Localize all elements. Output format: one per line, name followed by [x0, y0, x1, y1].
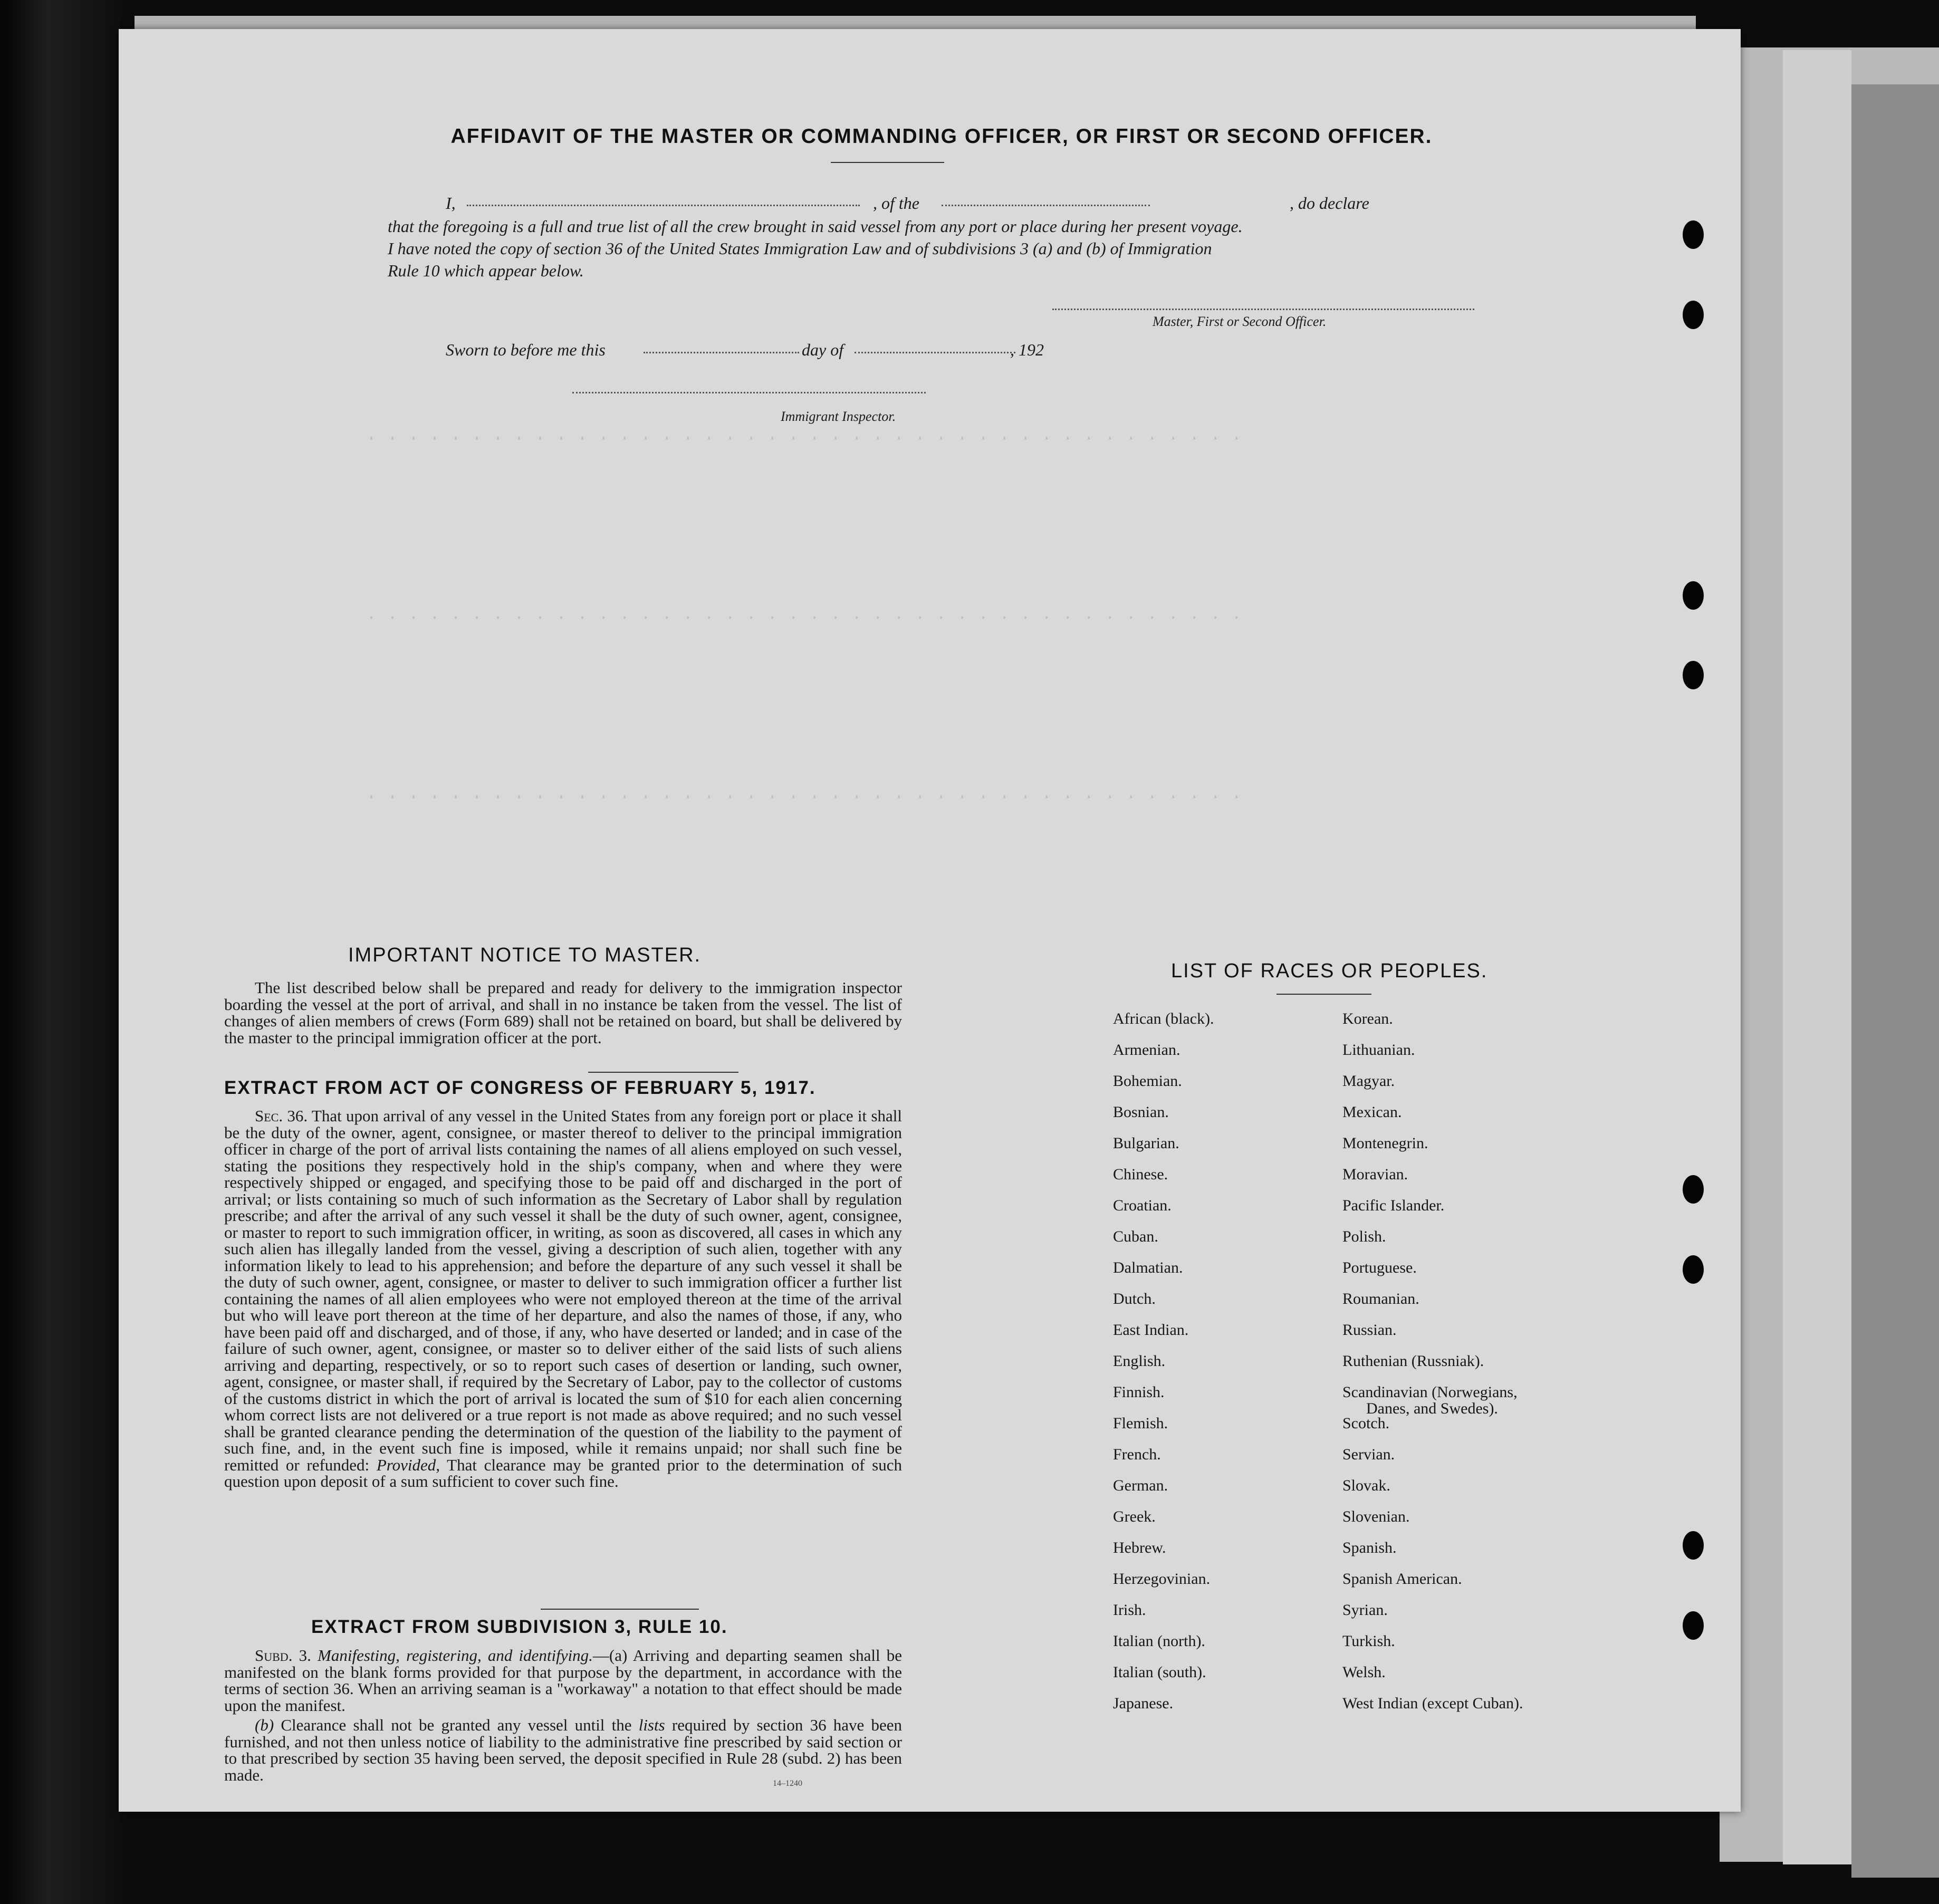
race-item: Magyar. [1342, 1072, 1395, 1090]
inspector-label: Immigrant Inspector. [781, 409, 896, 424]
notice-text: The list described below shall be prepared and ready for delivery to the immigration inspector boarding the vessel at the port of arrival, and shall in no instance be taken from the vessel. The list of changes of alien members of crews (Form 689) shall not be retained on board, but shall be delivered by the master to the principal immigration officer at the port. [224, 978, 902, 1047]
race-item: Irish. [1113, 1601, 1146, 1619]
punch-hole [1683, 581, 1704, 610]
act-text [224, 1108, 902, 1490]
name-blank [467, 205, 860, 206]
para-b-text-2: required by section 36 have been furnished, and not then unless notice of liability to the administrative fine prescribed by said section or to that prescribed by section 35 having been served, the deposit specified in Rule 28 (subd. 2) has been made. [224, 1716, 903, 1784]
races-divider [1276, 994, 1371, 995]
act-heading: EXTRACT FROM ACT OF CONGRESS OF FEBRUARY 5, 1917. [224, 1078, 816, 1098]
affidavit-line-2: that the foregoing is a full and true list of all the crew brought in said vessel from any port or place during her present voyage. [388, 217, 1243, 236]
race-item: Greek. [1113, 1508, 1156, 1525]
race-item: Danes, and Swedes). [1366, 1400, 1498, 1417]
punch-hole [1683, 220, 1704, 249]
race-item: Scandinavian (Norwegians, [1342, 1383, 1518, 1401]
race-item: West Indian (except Cuban). [1342, 1695, 1523, 1712]
race-item: German. [1113, 1477, 1168, 1494]
underlying-page-strip [1783, 50, 1851, 1864]
race-item: Turkish. [1342, 1632, 1395, 1650]
section-body-end: That clearance may be granted prior to the determination of such question upon deposit of a sum sufficient to cover such fine. [224, 1455, 902, 1490]
title-divider [831, 162, 944, 163]
sworn-year: , 192 [1010, 340, 1044, 359]
bleed-through-text: · · · · · · · · · · · · · · · · · · · · · · · · · · · · · · · · · · · · · · · · · · [367, 788, 1243, 806]
signature-line [1052, 309, 1474, 310]
provided-term: Provided, [376, 1455, 440, 1474]
vessel-blank [942, 205, 1150, 206]
race-item: Welsh. [1342, 1663, 1386, 1681]
race-item: Ruthenian (Russniak). [1342, 1352, 1484, 1370]
race-item: Cuban. [1113, 1228, 1158, 1245]
para-b-text-1: Clearance shall not be granted any vessel until the [281, 1716, 632, 1734]
rule-para-a [224, 1647, 902, 1714]
affidavit-i: I, [446, 194, 456, 213]
bleed-through-text: · · · · · · · · · · · · · · · · · · · · · · · · · · · · · · · · · · · · · · · · · · [367, 430, 1243, 448]
race-item: Slovak. [1342, 1477, 1390, 1494]
para-b-marker: (b) [255, 1716, 274, 1734]
race-item: Slovenian. [1342, 1508, 1410, 1525]
notice-divider [588, 1072, 738, 1073]
race-item: Roumanian. [1342, 1290, 1419, 1307]
section-label: Sec. 36. [255, 1107, 308, 1125]
race-item: Herzegovinian. [1113, 1570, 1211, 1588]
race-item: Japanese. [1113, 1695, 1174, 1712]
affidavit-line-3: I have noted the copy of section 36 of the United States Immigration Law and of subdivisions 3 (a) and (b) of Immigration [388, 239, 1212, 258]
race-item: Flemish. [1113, 1415, 1168, 1432]
race-item: French. [1113, 1446, 1161, 1463]
race-item: East Indian. [1113, 1321, 1189, 1339]
race-item: Bulgarian. [1113, 1134, 1179, 1152]
race-item: Korean. [1342, 1010, 1393, 1027]
race-item: Scotch. [1342, 1415, 1390, 1432]
punch-hole [1683, 1255, 1704, 1284]
race-item: Spanish. [1342, 1539, 1397, 1556]
bleed-through-text: · · · · · · · · · · · · · · · · · · · · · · · · · · · · · · · · · · · · · · · · · · [367, 609, 1243, 627]
race-item: Italian (south). [1113, 1663, 1206, 1681]
race-item: Chinese. [1113, 1166, 1168, 1183]
rule-heading: EXTRACT FROM SUBDIVISION 3, RULE 10. [311, 1617, 728, 1637]
form-number: 14–1240 [773, 1779, 802, 1788]
race-item: Polish. [1342, 1228, 1386, 1245]
binder-edge [0, 0, 121, 1904]
subd-title: Manifesting, registering, and identifying. [318, 1646, 593, 1665]
race-item: Montenegrin. [1342, 1134, 1428, 1152]
race-item: Dutch. [1113, 1290, 1156, 1307]
notice-heading: IMPORTANT NOTICE TO MASTER. [348, 944, 702, 966]
race-item: Syrian. [1342, 1601, 1388, 1619]
signature-label: Master, First or Second Officer. [1153, 314, 1327, 329]
punch-hole [1683, 1611, 1704, 1640]
sworn-month-blank [855, 352, 1015, 353]
sworn-day-blank [644, 352, 799, 353]
para-a-text: Arriving and departing seamen shall be manifested on the blank forms provided for that purpose by the department, in accordance with the terms of section 36. When an arriving seaman is a "workaway" a notation to that effect should be made upon the manifest. [224, 1646, 902, 1715]
race-item: Italian (north). [1113, 1632, 1205, 1650]
underlying-page-edge [1851, 84, 1939, 1878]
race-item: Hebrew. [1113, 1539, 1166, 1556]
rule-para-b [224, 1717, 902, 1783]
race-item: Bohemian. [1113, 1072, 1182, 1090]
race-item: Lithuanian. [1342, 1041, 1415, 1059]
inspector-line [572, 392, 926, 393]
affidavit-of-the: , of the [873, 194, 919, 213]
para-b-lists: lists [638, 1716, 665, 1734]
sworn-prefix: Sworn to before me this [446, 340, 606, 359]
affidavit-title: AFFIDAVIT OF THE MASTER OR COMMANDING OFFICER, OR FIRST OR SECOND OFFICER. [450, 125, 1433, 148]
act-divider [541, 1609, 699, 1610]
race-item: Armenian. [1113, 1041, 1180, 1059]
race-item: Servian. [1342, 1446, 1395, 1463]
race-item: Russian. [1342, 1321, 1397, 1339]
race-item: Dalmatian. [1113, 1259, 1183, 1276]
punch-hole [1683, 661, 1704, 689]
race-item: Spanish American. [1342, 1570, 1462, 1588]
race-item: Bosnian. [1113, 1103, 1169, 1121]
races-heading: LIST OF RACES OR PEOPLES. [1171, 960, 1488, 982]
para-a-marker: —(a) [592, 1646, 628, 1665]
race-item: Croatian. [1113, 1197, 1172, 1214]
document-page [119, 29, 1741, 1812]
sworn-day-of: day of [802, 340, 844, 359]
punch-hole [1683, 301, 1704, 329]
race-item: Pacific Islander. [1342, 1197, 1445, 1214]
race-item: Finnish. [1113, 1383, 1165, 1401]
affidavit-do-declare: , do declare [1290, 194, 1369, 213]
section-body: That upon arrival of any vessel in the United States from any foreign port or place it shall be the duty of the owner, agent, consignee, or master thereof to deliver to the principal immigration officer in charge of the port of arrival lists containing the names of all aliens employed on such vessel, stating the positions they respectively hold in the ship's company, when and where they were respectively shipped or engaged, and specifying those to be paid off and discharged in the port of arrival; or lists containing so much of such information as the Secretary of Labor shall by regulation prescribe; and after the arrival of any such vessel it shall be the duty of such owner, agent, consignee, or master to report to such immigration officer, in writing, as soon as discovered, all cases in which any such alien has illegally landed from the vessel, giving a description of such alien, together with any information likely to lead to his apprehension; and before the departure of any such vessel it shall be the duty of such owner, agent, consignee, or master to deliver to such immigration officer a further list containing the names of all alien employees who were not employed thereon at the time of the arrival but who will leave port thereon at the time of her departure, and also the names of those, if any, who have been paid off and discharged, and of those, if any, who have deserted or landed; and in case of the failure of such owner, agent, consignee, or master so to deliver either of the said lists of such aliens arriving and departing, respectively, or so to report such cases of desertion or landing, such owner, agent, consignee, or master shall, if required by the Secretary of Labor, pay to the collector of customs of the customs district in which the port of arrival is located the sum of $10 for each alien concerning whom correct lists are not delivered or a true report is not made as above required; and no such vessel shall be granted clearance pending the determination of the question of the liability to the payment of such fine, and, in the event such fine is imposed, while it remains unpaid; nor shall such fine be remitted or refunded: [224, 1107, 902, 1474]
race-item: Moravian. [1342, 1166, 1408, 1183]
race-item: African (black). [1113, 1010, 1214, 1027]
race-item: Mexican. [1342, 1103, 1402, 1121]
punch-hole [1683, 1175, 1704, 1204]
race-item: Portuguese. [1342, 1259, 1417, 1276]
race-item: English. [1113, 1352, 1166, 1370]
affidavit-line-4: Rule 10 which appear below. [388, 261, 584, 280]
punch-hole [1683, 1531, 1704, 1560]
subd-label: Subd. 3. [255, 1646, 311, 1665]
